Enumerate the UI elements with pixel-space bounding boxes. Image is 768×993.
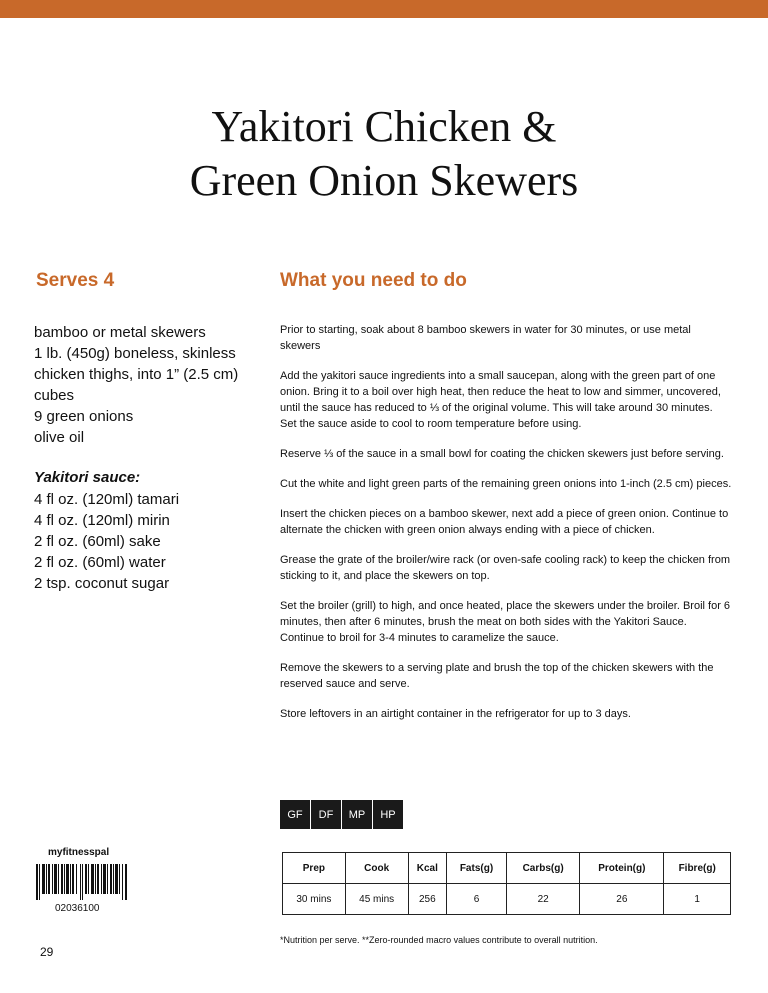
method-steps: [280, 322, 732, 736]
top-accent-bar: [0, 0, 768, 18]
ingredient-item: 1 lb. (450g) boneless, skinless chicken thighs, into 1” (2.5 cm) cubes: [34, 345, 239, 404]
recipe-title: [0, 100, 768, 208]
sauce-heading: Yakitori sauce:: [34, 469, 141, 486]
sauce-item: 2 fl oz. (60ml) water: [34, 554, 166, 571]
badge-hp: HP: [373, 800, 403, 829]
badge-dairy-free: DF: [311, 800, 341, 829]
nutrition-value-cell: 30 mins: [283, 884, 346, 915]
step-paragraph: Grease the grate of the broiler/wire rack (or oven-safe cooling rack) to keep the chicken from sticking to it, and place the skewers on top.: [280, 554, 730, 582]
step-paragraph: Reserve ⅓ of the sauce in a small bowl for coating the chicken skewers just before serving.: [280, 448, 724, 460]
nutrition-value-cell: 256: [408, 884, 447, 915]
ingredient-item: bamboo or metal skewers: [34, 324, 206, 341]
step-paragraph: Prior to starting, soak about 8 bamboo skewers in water for 30 minutes, or use metal skewers: [280, 324, 691, 352]
nutrition-value-cell: 1: [664, 884, 731, 915]
nutrition-header-cell: Fibre(g): [664, 853, 731, 884]
sauce-item: 4 fl oz. (120ml) tamari: [34, 491, 180, 508]
barcode-icon: [36, 864, 128, 900]
badge-mp: MP: [342, 800, 372, 829]
page-number: 29: [40, 945, 54, 959]
ingredient-item: olive oil: [34, 429, 85, 446]
sauce-item: 2 fl oz. (60ml) sake: [34, 533, 161, 550]
ingredient-item: 9 green onions: [34, 408, 134, 425]
nutrition-value-row: [283, 884, 731, 915]
sauce-ingredients-list: [34, 489, 274, 594]
recipe-title-line-1: Yakitori Chicken &: [211, 102, 557, 151]
step-paragraph: Add the yakitori sauce ingredients into a small saucepan, along with the green part of one onion. Bring it to a boil over high heat, then reduce the heat to low and simmer, uncovered, until the sauce has reduced to ⅓ of the original volume. This will take around 30 minutes. Set the sauce aside to cool to room temperature before using.: [280, 370, 721, 430]
myfitnesspal-label: myfitnesspal: [48, 847, 110, 858]
nutrition-footnote: *Nutrition per serve. **Zero-rounded macro values contribute to overall nutrition.: [280, 935, 598, 945]
nutrition-header-cell: Prep: [283, 853, 346, 884]
serves-heading: Serves 4: [36, 270, 115, 291]
step-paragraph: Insert the chicken pieces on a bamboo skewer, next add a piece of green onion. Continue to alternate the chicken with green onion always ending with a piece of chicken.: [280, 508, 729, 536]
sauce-item: 2 tsp. coconut sugar: [34, 575, 170, 592]
nutrition-header-row: [283, 853, 731, 884]
step-paragraph: Remove the skewers to a serving plate and brush the top of the chicken skewers with the reserved sauce and serve.: [280, 662, 714, 690]
nutrition-header-cell: Protein(g): [580, 853, 664, 884]
nutrition-header-cell: Kcal: [408, 853, 447, 884]
sauce-item: 4 fl oz. (120ml) mirin: [34, 512, 170, 529]
nutrition-header-cell: Carbs(g): [506, 853, 579, 884]
nutrition-header-cell: Cook: [345, 853, 408, 884]
nutrition-value-cell: 6: [447, 884, 507, 915]
badge-gluten-free: GF: [280, 800, 310, 829]
diet-badges: [280, 800, 404, 829]
step-paragraph: Cut the white and light green parts of the remaining green onions into 1-inch (2.5 cm) pieces.: [280, 478, 732, 490]
nutrition-table: [282, 852, 731, 915]
ingredients-list: [34, 322, 274, 448]
recipe-title-line-2: Green Onion Skewers: [189, 156, 579, 205]
step-paragraph: Store leftovers in an airtight container in the refrigerator for up to 3 days.: [280, 708, 631, 720]
nutrition-value-cell: 26: [580, 884, 664, 915]
barcode-number: 02036100: [55, 903, 100, 914]
nutrition-header-cell: Fats(g): [447, 853, 507, 884]
steps-heading: What you need to do: [280, 270, 467, 291]
nutrition-value-cell: 22: [506, 884, 579, 915]
step-paragraph: Set the broiler (grill) to high, and once heated, place the skewers under the broiler. Broil for 6 minutes, then after 6 minutes, brush the meat on both sides with the Yakitori Sauce. Continue to broil for 3-4 minutes to caramelize the sauce.: [280, 600, 731, 644]
nutrition-value-cell: 45 mins: [345, 884, 408, 915]
